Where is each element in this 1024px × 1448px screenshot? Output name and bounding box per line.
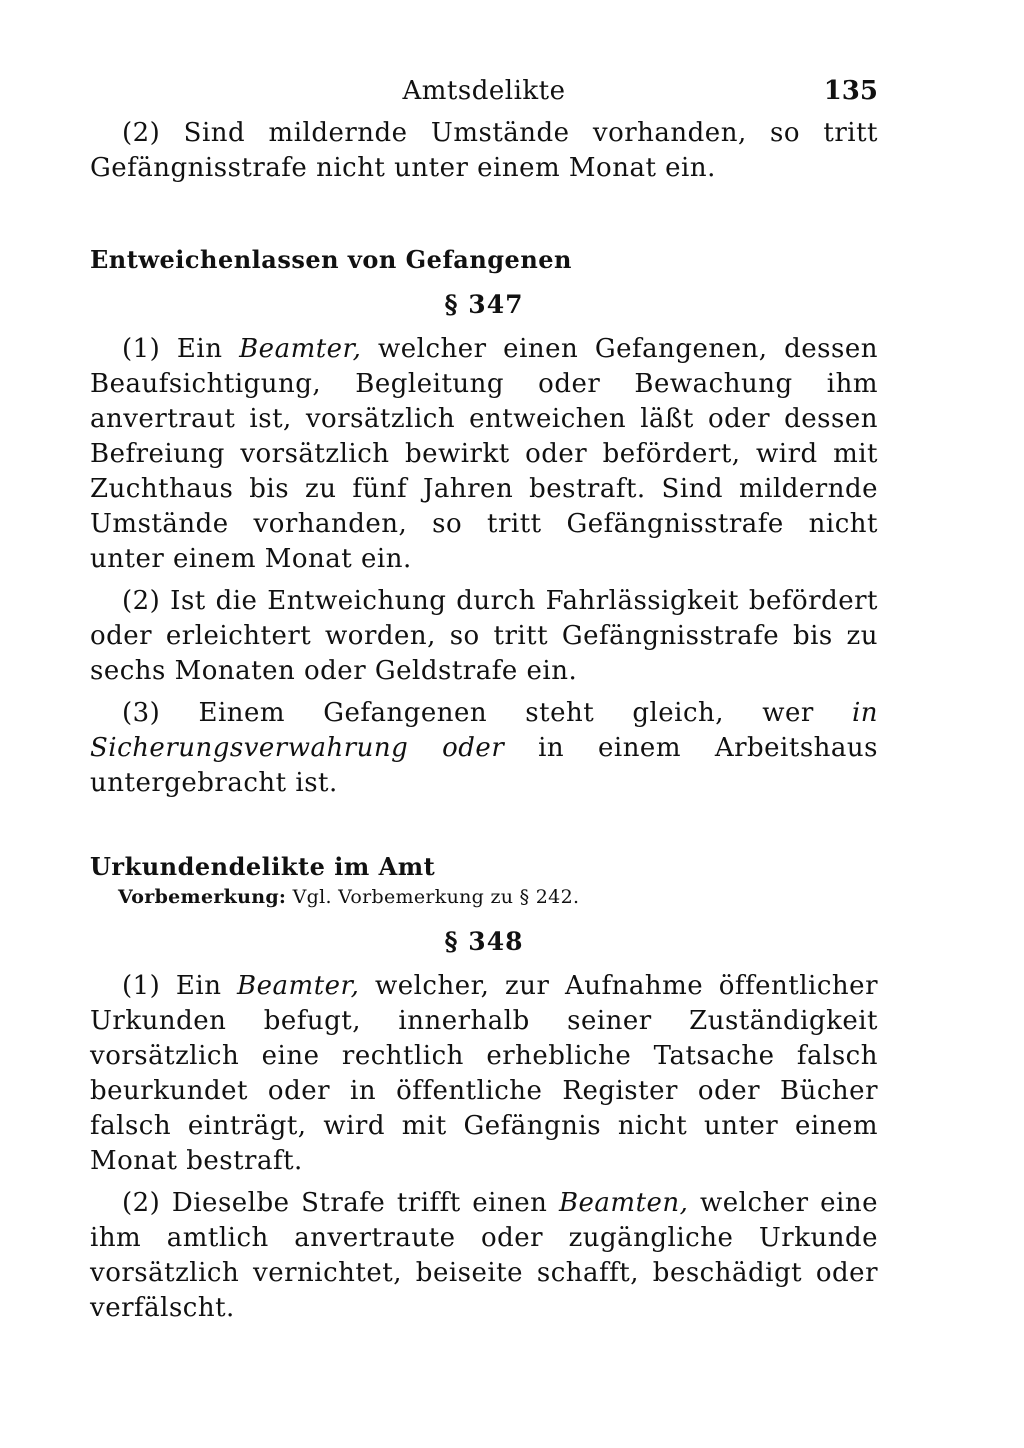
paragraph-348-2 xyxy=(90,1186,878,1326)
paragraph-347-1-rest: welcher einen Gefangenen, dessen Beaufsichtigung, Begleitung oder Bewachung ihm anvertraut ist, vorsätzlich entweichen läßt oder dessen Befreiung vorsätzlich bewirkt oder befördert, wird mit Zuchthaus bis zu fünf Jahren bestraft. Sind mildernde Umstände vorhanden, so tritt Gefängnisstrafe nicht unter einem Monat ein. xyxy=(90,334,879,574)
paragraph-347-1-italic: Beamter, xyxy=(239,334,362,364)
paragraph-347-1-start: (1) Ein xyxy=(122,334,240,364)
paragraph-348-2-italic: Beamten, xyxy=(558,1188,689,1218)
paragraph-348-1-italic: Beamter, xyxy=(237,971,360,1001)
paragraph-347-3-italic: in Sicherungsverwahrung oder xyxy=(90,698,878,763)
paragraph-348-2-start: (2) Dieselbe Strafe trifft einen xyxy=(122,1188,559,1218)
paragraph-348-1-start: (1) Ein xyxy=(122,971,238,1001)
paragraph-348-1 xyxy=(90,969,878,1179)
paragraph-347-3-start: (3) Einem Gefangenen steht gleich, wer xyxy=(122,698,852,728)
paragraph-347-3-rest: in einem Arbeitshaus untergebracht ist. xyxy=(90,733,878,798)
running-header xyxy=(90,72,878,116)
paragraph-348-2-rest: welcher eine ihm amtlich anvertraute oder zugängliche Urkunde vorsätzlich vernichtet, beiseite schafft, beschädigt oder verfälscht. xyxy=(90,1188,878,1323)
running-title: Amtsdelikte xyxy=(402,76,566,106)
section-heading-347: Entweichenlassen von Gefangenen xyxy=(90,245,572,274)
paragraph-346-2: (2) Sind mildernde Umstände vorhanden, so tritt Gefängnisstrafe nicht unter einem Monat ein. xyxy=(90,118,878,183)
paragraph-347-2: (2) Ist die Entweichung durch Fahrlässigkeit befördert oder erleichtert worden, so tritt Gefängnisstrafe bis zu sechs Monaten oder Geldstrafe ein. xyxy=(90,586,878,686)
paragraph-348-1-rest: welcher, zur Aufnahme öffentlicher Urkunden befugt, innerhalb seiner Zuständigkeit vorsätzlich eine rechtlich erhebliche Tatsache falsch beurkundet oder in öffentliche Register oder Bücher falsch einträgt, wird mit Gefängnis nicht unter einem Monat bestraft. xyxy=(90,971,878,1176)
paragraph-347-3 xyxy=(90,696,878,801)
book-page xyxy=(90,72,878,1326)
preliminary-note xyxy=(90,883,878,911)
preliminary-note-text: Vgl. Vorbemerkung zu § 242. xyxy=(286,886,580,908)
page-number: 135 xyxy=(823,76,878,106)
section-number-347: § 347 xyxy=(444,290,524,319)
paragraph-347-1 xyxy=(90,332,878,577)
section-number-348: § 348 xyxy=(444,927,524,956)
section-heading-348: Urkundendelikte im Amt xyxy=(90,852,436,881)
preliminary-note-label: Vorbemerkung: xyxy=(118,886,287,908)
